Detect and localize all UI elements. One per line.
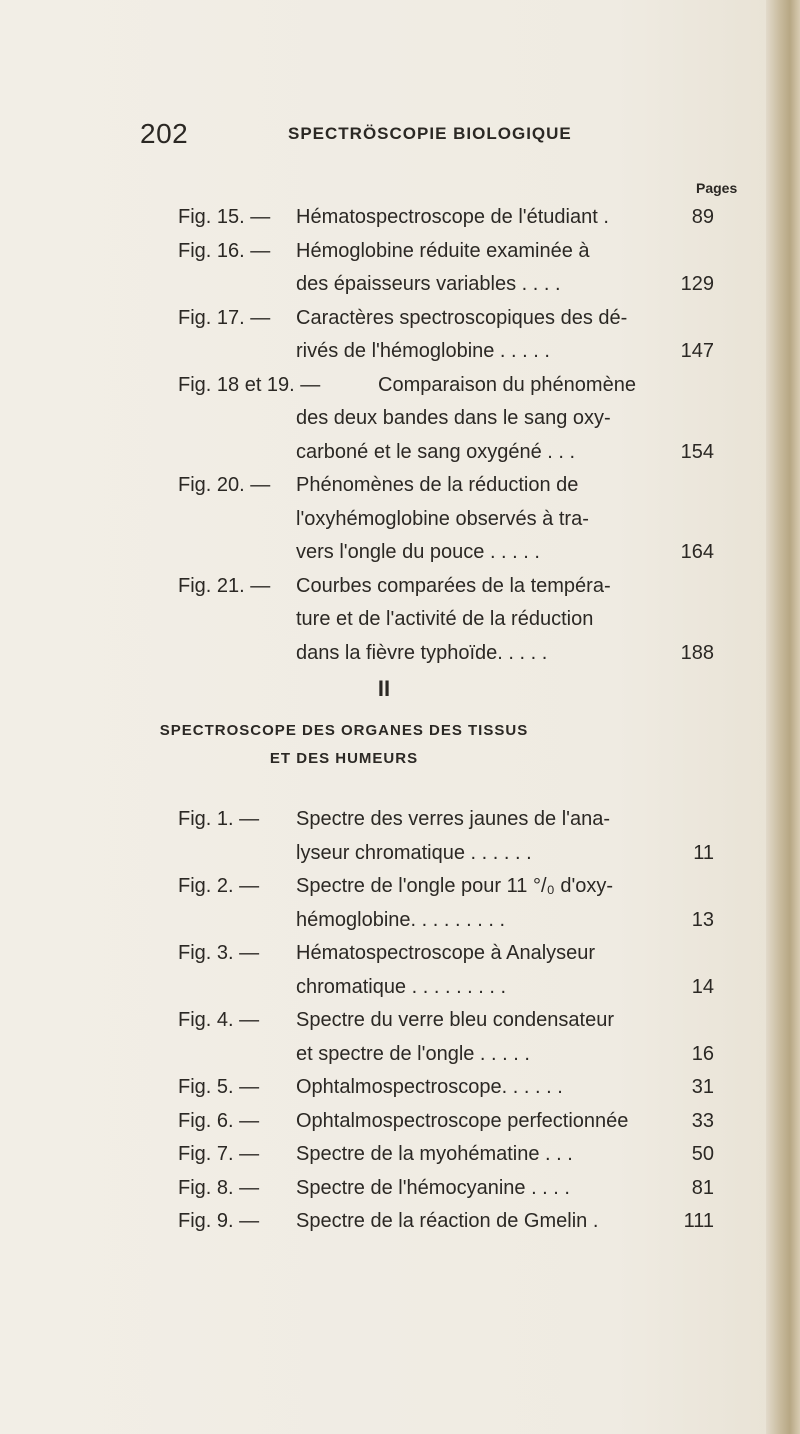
figure-number: Fig. 5. — [178, 1076, 260, 1098]
figure-page: 89 [691, 206, 714, 228]
figure-number: Fig. 18 et 19. — [178, 373, 321, 396]
figure-number: Fig. 16. — [178, 239, 271, 262]
figure-caption: lyseur chromatique . . . . . . [296, 841, 532, 864]
section-title-line-2: ET DES HUMEURS [269, 750, 419, 767]
figure-entry-line [0, 842, 768, 876]
section-title-line-1: SPECTROSCOPE DES ORGANES DES TISSUS [159, 722, 529, 739]
figure-number: Fig. 4. — [178, 1009, 260, 1031]
figure-caption: Hématospectroscope à Analyseur [296, 942, 596, 964]
figure-entry-line [0, 1210, 768, 1244]
running-title: SPECTRÖSCOPIE BIOLOGIQUE [288, 124, 572, 143]
figure-entry-line [0, 240, 768, 274]
figure-number: Fig. 17. — [178, 306, 271, 329]
figure-caption: Comparaison du phénomène [378, 373, 636, 396]
figure-entry-line [0, 976, 768, 1010]
figure-caption: l'oxyhémoglobine observés à tra- [296, 507, 589, 530]
figure-entry-line [0, 508, 768, 542]
figure-caption: des épaisseurs variables . . . . [296, 273, 561, 295]
figure-caption: carboné et le sang oxygéné . . . [296, 440, 576, 463]
figure-page: 111 [683, 1210, 714, 1232]
figure-page: 50 [691, 1143, 714, 1165]
figure-entry-line [0, 575, 768, 609]
figure-number: Fig. 15. — [178, 206, 271, 228]
figure-entry-line [0, 942, 768, 976]
figure-caption: Caractères spectroscopiques des dé- [296, 306, 628, 329]
figure-caption: chromatique . . . . . . . . . [296, 975, 507, 998]
figure-entry-line [0, 1177, 768, 1211]
figure-entry-line [0, 407, 768, 441]
figure-entry-line [0, 608, 768, 642]
figure-page: 188 [680, 641, 714, 664]
section-number: II [377, 676, 391, 701]
figure-number: Fig. 2. — [178, 875, 260, 897]
page-edge [766, 0, 800, 1434]
figure-caption: hémoglobine. . . . . . . . . [296, 908, 505, 931]
figure-number: Fig. 20. — [178, 474, 271, 496]
figure-entry-line [0, 1143, 768, 1177]
figure-caption: dans la fièvre typhoïde. . . . . [296, 641, 548, 664]
figure-entry-line [0, 374, 768, 408]
figure-caption: Spectre de l'ongle pour 11 °/₀ d'oxy- [296, 875, 614, 897]
figure-caption: Courbes comparées de la tempéra- [296, 574, 611, 597]
figure-entry-line [0, 642, 768, 676]
figure-number: Fig. 9. — [178, 1210, 260, 1232]
figure-caption: Ophtalmospectroscope. . . . . . [296, 1076, 563, 1098]
figure-entry-line [0, 875, 768, 909]
figure-entry-line [0, 1110, 768, 1144]
figure-entry-line [0, 340, 768, 374]
figure-number: Fig. 3. — [178, 942, 260, 964]
pages-column-label: Pages [696, 180, 738, 196]
figure-page: 14 [691, 975, 714, 998]
figure-caption: vers l'ongle du pouce . . . . . [296, 541, 540, 563]
figure-page: 31 [691, 1076, 714, 1098]
figure-caption: et spectre de l'ongle . . . . . [296, 1042, 530, 1065]
figure-page: 164 [680, 541, 714, 563]
figure-number: Fig. 1. — [178, 808, 260, 830]
figure-entry-line [0, 1009, 768, 1043]
figure-caption: Spectre de la réaction de Gmelin . [296, 1210, 599, 1232]
figure-caption: Ophtalmospectroscope perfectionnée [296, 1109, 629, 1132]
figure-page: 11 [693, 841, 714, 864]
figure-caption: Hémoglobine réduite examinée à [296, 239, 590, 262]
figure-caption: des deux bandes dans le sang oxy- [296, 407, 611, 429]
figure-entry-line [0, 808, 768, 842]
figure-page: 81 [691, 1176, 714, 1199]
figure-caption: Spectre du verre bleu condensateur [296, 1009, 614, 1031]
figure-entry-line [0, 1043, 768, 1077]
figure-entry-line [0, 206, 768, 240]
figure-caption: Spectre de la myohématine . . . [296, 1143, 573, 1165]
figure-entry-line [0, 441, 768, 475]
figure-number: Fig. 6. — [178, 1109, 260, 1132]
figure-page: 16 [691, 1042, 714, 1065]
figure-page: 147 [680, 340, 714, 362]
figure-caption: ture et de l'activité de la réduction [296, 608, 594, 630]
figure-page: 33 [691, 1109, 714, 1132]
figure-entry-line [0, 541, 768, 575]
figure-entry-line [0, 273, 768, 307]
figure-entry-line [0, 1076, 768, 1110]
figure-entry-line [0, 474, 768, 508]
figure-caption: Spectre des verres jaunes de l'ana- [296, 808, 610, 830]
figure-number: Fig. 8. — [178, 1176, 260, 1199]
figure-caption: Phénomènes de la réduction de [296, 474, 579, 496]
figure-caption: Hématospectroscope de l'étudiant . [296, 206, 609, 228]
figure-caption: Spectre de l'hémocyanine . . . . [296, 1176, 570, 1199]
figure-page: 154 [680, 440, 714, 463]
page-number: 202 [140, 118, 189, 149]
figure-number: Fig. 21. — [178, 574, 271, 597]
figure-page: 13 [691, 908, 714, 931]
figure-number: Fig. 7. — [178, 1143, 260, 1165]
figure-caption: rivés de l'hémoglobine . . . . . [296, 340, 550, 362]
figure-page: 129 [680, 273, 714, 295]
figure-entry-line [0, 307, 768, 341]
figure-entry-line [0, 909, 768, 943]
